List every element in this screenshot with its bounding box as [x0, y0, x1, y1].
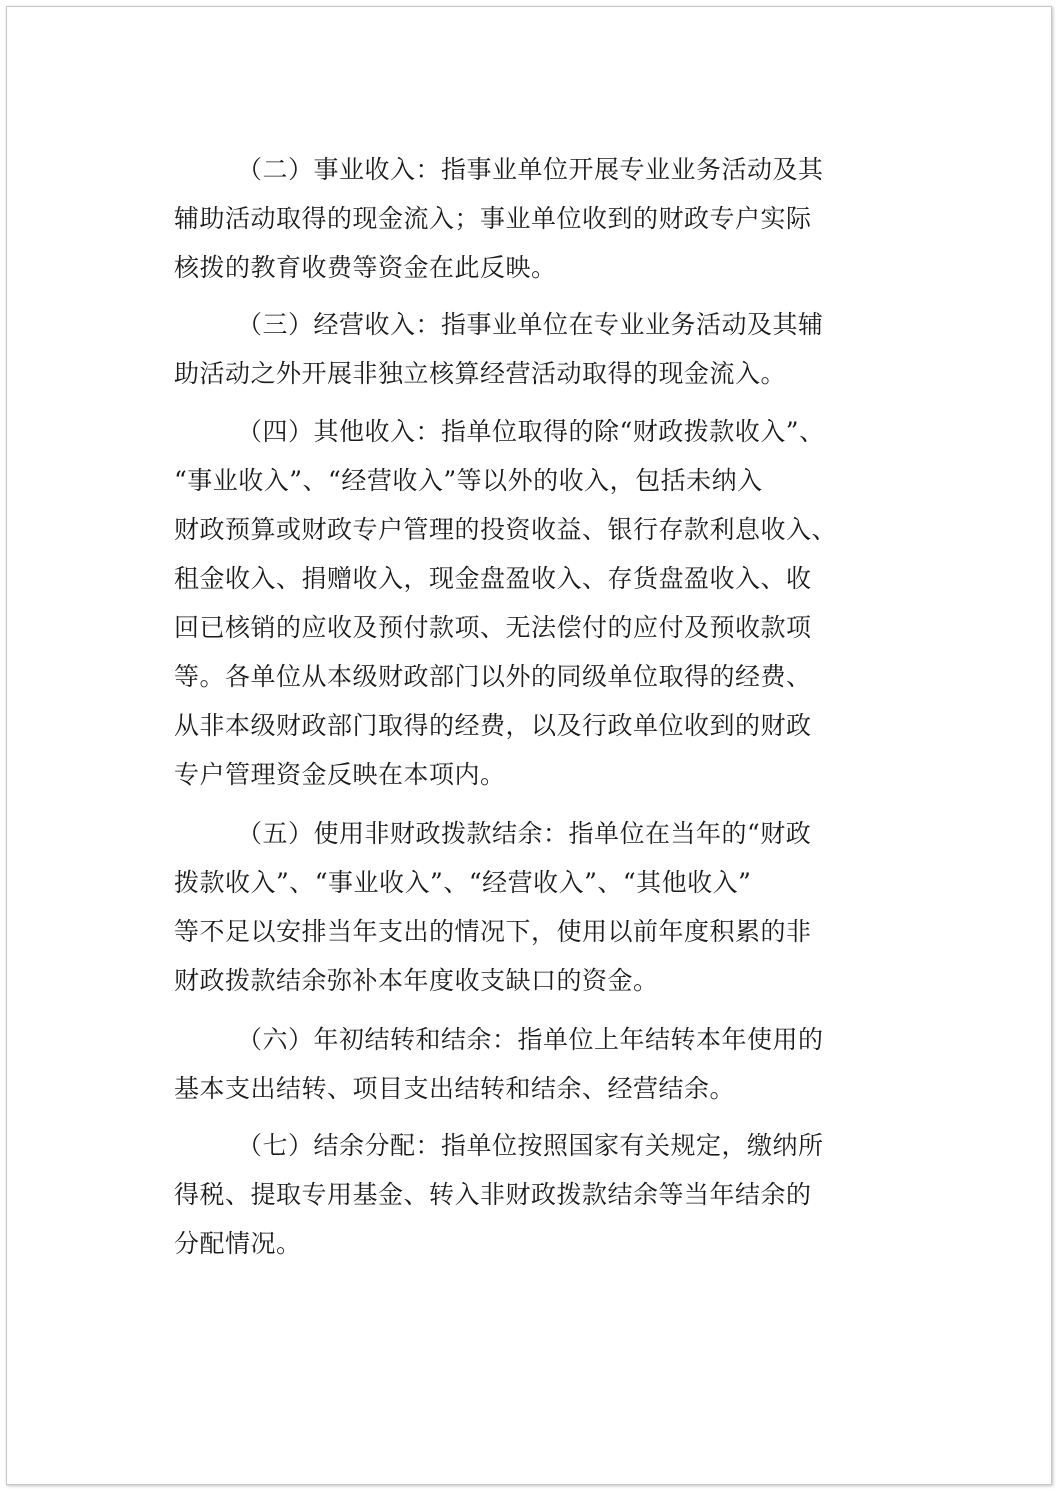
- paragraph-4-line-8: 专户管理资金反映在本项内。: [174, 760, 506, 789]
- paragraph-2-line-1: （二）事业收入：指事业单位开展专业业务活动及其: [237, 155, 824, 184]
- paragraph-7-line-1: （七）结余分配：指单位按照国家有关规定，缴纳所: [237, 1131, 824, 1160]
- paragraph-4-line-1: （四）其他收入：指单位取得的除“财政拨款收入”、: [237, 417, 825, 446]
- paragraph-4-line-7: 从非本级财政部门取得的经费，以及行政单位收到的财政: [174, 711, 812, 740]
- paragraph-4-line-3: 财政预算或财政专户管理的投资收益、银行存款利息收入、: [174, 515, 838, 544]
- paragraph-4-line-2: “事业收入”、“经营收入”等以外的收入，包括未纳入: [174, 466, 763, 495]
- paragraph-7-line-3: 分配情况。: [174, 1229, 302, 1258]
- paragraph-5-line-1: （五）使用非财政拨款结余：指单位在当年的“财政: [237, 819, 812, 848]
- paragraph-6-line-2: 基本支出结转、项目支出结转和结余、经营结余。: [174, 1074, 736, 1103]
- paragraph-4-line-5: 回已核销的应收及预付款项、无法偿付的应付及预收款项: [174, 613, 812, 642]
- paragraph-6-line-1: （六）年初结转和结余：指单位上年结转本年使用的: [237, 1025, 824, 1054]
- paragraph-3-line-2: 助活动之外开展非独立核算经营活动取得的现金流入。: [174, 359, 787, 388]
- page: [6, 6, 1052, 1485]
- paragraph-7-line-2: 得税、提取专用基金、转入非财政拨款结余等当年结余的: [174, 1180, 812, 1209]
- paragraph-5-line-3: 等不足以安排当年支出的情况下，使用以前年度积累的非: [174, 917, 812, 946]
- paragraph-4-line-4: 租金收入、捐赠收入，现金盘盈收入、存货盘盈收入、收: [174, 564, 812, 593]
- paragraph-2-line-2: 辅助活动取得的现金流入；事业单位收到的财政专户实际: [174, 204, 812, 233]
- paragraph-3-line-1: （三）经营收入：指事业单位在专业业务活动及其辅: [237, 310, 824, 339]
- paragraph-2-line-3: 核拨的教育收费等资金在此反映。: [174, 253, 557, 282]
- paragraph-4-line-6: 等。各单位从本级财政部门以外的同级单位取得的经费、: [174, 662, 812, 691]
- paragraph-5-line-2: 拨款收入”、“事业收入”、“经营收入”、“其他收入”: [174, 868, 752, 897]
- paragraph-5-line-4: 财政拨款结余弥补本年度收支缺口的资金。: [174, 966, 659, 995]
